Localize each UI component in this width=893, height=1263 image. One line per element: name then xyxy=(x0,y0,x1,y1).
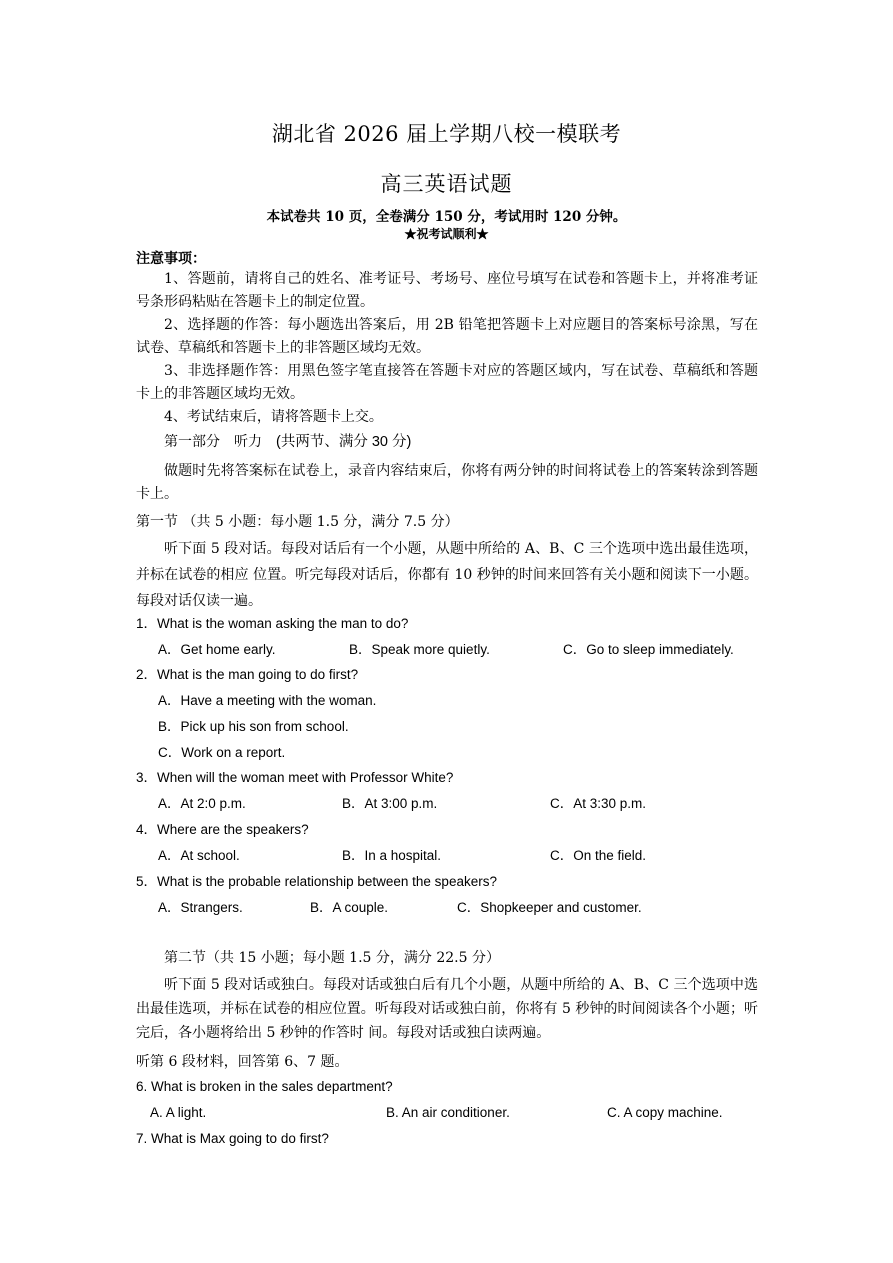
q5-option-c: C．Shopkeeper and customer. xyxy=(457,900,642,915)
q4-option-a: A．At school. xyxy=(158,848,240,863)
section2-material: 听第 6 段材料，回答第 6、7 题。 xyxy=(136,1054,349,1070)
q3-option-a: A．At 2:0 p.m. xyxy=(158,796,246,811)
q1-option-a: A．Get home early. xyxy=(158,642,276,657)
notice-item-1: 1、答题前，请将自己的姓名、准考证号、考场号、座位号填写在试卷和答题卡上，并将准考证号条形码粘贴在答题卡上的制定位置。 xyxy=(136,271,758,310)
q6-option-a: A. A light. xyxy=(150,1105,207,1120)
exam-title: 湖北省 2026 届上学期八校一模联考 xyxy=(271,122,622,146)
section1-title: 第一节 （共 5 小题：每小题 1.5 分，满分 7.5 分） xyxy=(136,514,459,530)
q5-option-b: B．A couple. xyxy=(310,900,389,915)
question-2: 2．What is the man going to do first? xyxy=(136,667,359,682)
q2-option-c: C．Work on a report. xyxy=(158,745,286,760)
part1-instruction: 做题时先将答案标在试卷上，录音内容结束后，你将有两分钟的时间将试卷上的答案转涂到答题卡上。 xyxy=(136,463,758,502)
q1-option-b: B．Speak more quietly. xyxy=(349,642,490,657)
question-4: 4．Where are the speakers? xyxy=(136,822,309,837)
question-5: 5．What is the probable relationship between the speakers? xyxy=(136,874,497,889)
q1-option-c: C．Go to sleep immediately. xyxy=(563,642,734,657)
exam-wish: ★祝考试顺利★ xyxy=(404,227,489,241)
question-3: 3．When will the woman meet with Professor White? xyxy=(136,770,454,785)
q4-option-b: B．In a hospital. xyxy=(342,848,442,863)
notice-heading: 注意事项： xyxy=(136,251,206,267)
q6-option-c: C. A copy machine. xyxy=(607,1105,723,1120)
question-6: 6. What is broken in the sales department? xyxy=(136,1079,393,1094)
question-7: 7. What is Max going to do first? xyxy=(136,1131,329,1146)
section2-title: 第二节（共 15 小题；每小题 1.5 分，满分 22.5 分） xyxy=(164,950,500,966)
q3-option-b: B．At 3:00 p.m. xyxy=(342,796,438,811)
q2-option-b: B．Pick up his son from school. xyxy=(158,719,349,734)
section1-instruction: 听下面 5 段对话。每段对话后有一个小题，从题中所给的 A、B、C 三个选项中选出最佳选项，并标在试卷的相应 位置。听完每段对话后，你都有 10 秒钟的时间来回答有关小题和阅读下一小题。每段对话仅读一遍。 xyxy=(136,541,758,609)
part1-title: 第一部分 听力 xyxy=(164,434,262,450)
notice-item-2: 2、选择题的作答：每小题选出答案后，用 2B 铅笔把答题卡上对应题目的答案标号涂黑，写在试卷、草稿纸和答题卡上的非答题区域均无效。 xyxy=(136,317,758,356)
q3-option-c: C．At 3:30 p.m. xyxy=(550,796,647,811)
notice-item-4: 4、考试结束后，请将答题卡上交。 xyxy=(164,409,383,425)
question-1: 1．What is the woman asking the man to do? xyxy=(136,616,409,631)
section2-instruction: 听下面 5 段对话或独白。每段对话或独白后有几个小题，从题中所给的 A、B、C 三个选项中选出最佳选项，并标在试卷的相应位置。听每段对话或独白前，你将有 5 秒钟的时间阅读各个小题；听完后，各小题将给出 5 秒钟的作答时 间。每段对话或独白读两遍。 xyxy=(136,977,758,1041)
q5-option-a: A．Strangers. xyxy=(158,900,243,915)
q6-option-b: B. An air conditioner. xyxy=(386,1105,510,1120)
q2-option-a: A．Have a meeting with the woman. xyxy=(158,693,377,708)
part1-score: (共两节、满分 30 分) xyxy=(276,434,412,450)
q4-option-c: C．On the field. xyxy=(550,848,647,863)
exam-info: 本试卷共 10 页，全卷满分 150 分，考试用时 120 分钟。 xyxy=(266,209,627,225)
part1-heading xyxy=(164,432,411,452)
notice-item-3: 3、非选择题作答：用黑色签字笔直接答在答题卡对应的答题区域内，写在试卷、草稿纸和答题卡上的非答题区域均无效。 xyxy=(136,363,758,402)
exam-subtitle: 高三英语试题 xyxy=(380,172,513,196)
